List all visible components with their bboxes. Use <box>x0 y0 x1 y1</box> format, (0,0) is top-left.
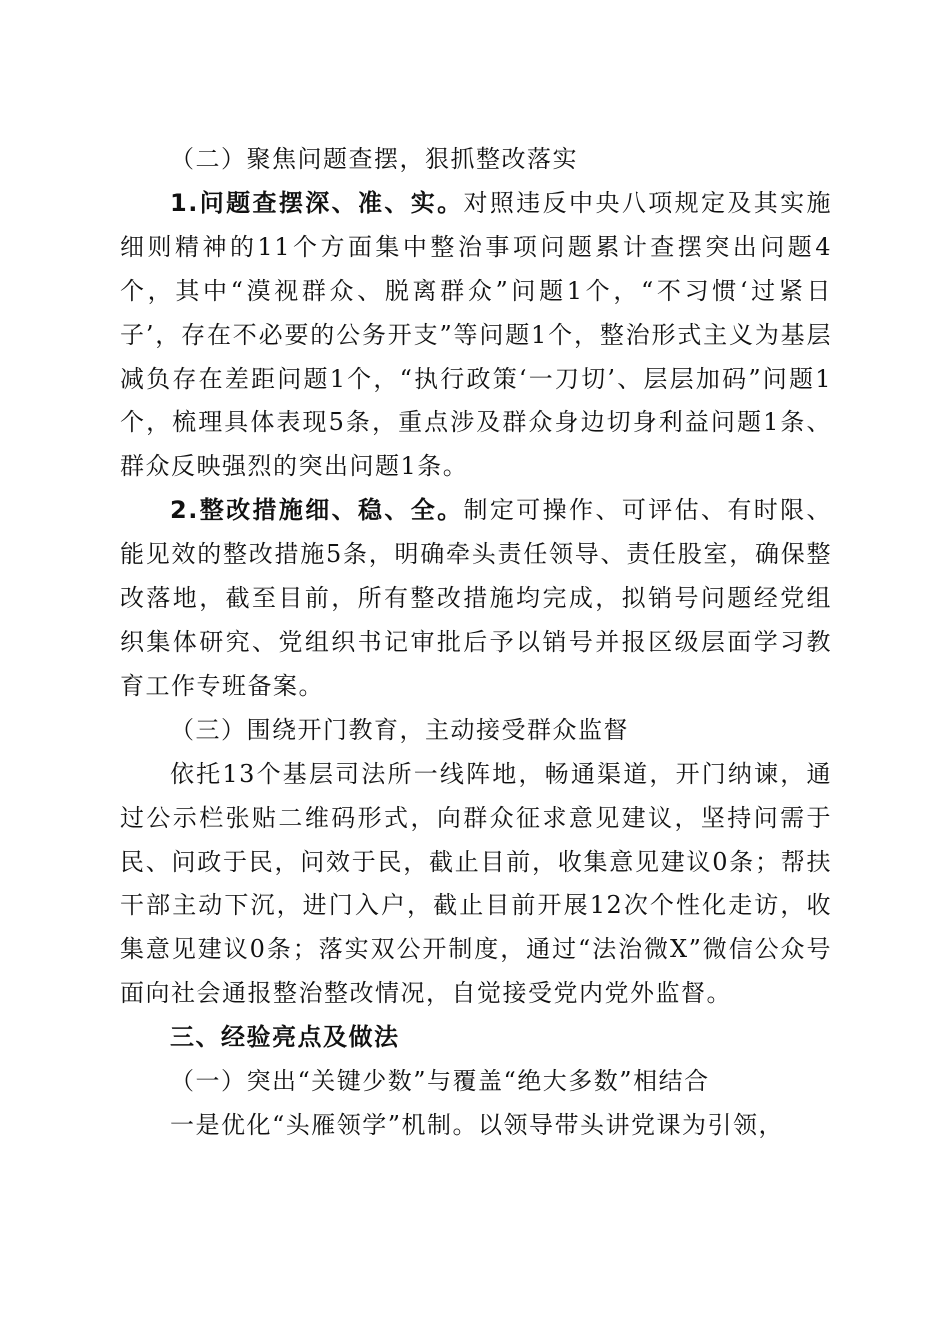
paragraph-item-1 <box>120 182 832 489</box>
item-1-lead: 1.问题查摆深、准、实。 <box>170 188 464 217</box>
section-heading-2: （二）聚焦问题查摆，狠抓整改落实 <box>170 145 578 173</box>
item-2-body: 制定可操作、可评估、有时限、能见效的整改措施5条，明确牵头责任领导、责任股室，确保整改落地，截至目前，所有整改措施均完成，拟销号问题经党组织集体研究、党组织书记审批后予以销号并报区级层面学习教育工作专班备案。 <box>120 496 832 700</box>
item-1-body: 对照违反中央八项规定及其实施细则精神的11个方面集中整治事项问题累计查摆突出问题4个，其中“漠视群众、脱离群众”问题1个，“不习惯‘过紧日子’，存在不必要的公务开支”等问题1个，整治形式主义为基层减负存在差距问题1个，“执行政策‘一刀切’、层层加码”问题1个，梳理具体表现5条，重点涉及群众身边切身利益问题1条、群众反映强烈的突出问题1条。 <box>120 188 832 481</box>
paragraph-section-3: 依托13个基层司法所一线阵地，畅通渠道，开门纳谏，通过公示栏张贴二维码形式，向群众征求意见建议，坚持问需于民、问政于民，问效于民，截止目前，收集意见建议0条；帮扶干部主动下沉，进门入户，截止目前开展12次个性化走访，收集意见建议0条；落实双公开制度，通过“法治微X”微信公众号面向社会通报整治整改情况，自觉接受党内党外监督。 <box>120 759 832 1008</box>
part-3-sub-heading-1: （一）突出“关键少数”与覆盖“绝大多数”相结合 <box>170 1067 710 1096</box>
document-body <box>120 138 832 1148</box>
section-heading-3: （三）围绕开门教育，主动接受群众监督 <box>170 715 629 744</box>
paragraph-item-2 <box>120 489 832 709</box>
paragraph-part-3-sub-1: 一是优化“头雁领学”机制。以领导带头讲党课为引领， <box>170 1110 785 1139</box>
part-3-heading: 三、经验亮点及做法 <box>170 1023 400 1052</box>
item-2-lead: 2.整改措施细、稳、全。 <box>170 496 464 525</box>
